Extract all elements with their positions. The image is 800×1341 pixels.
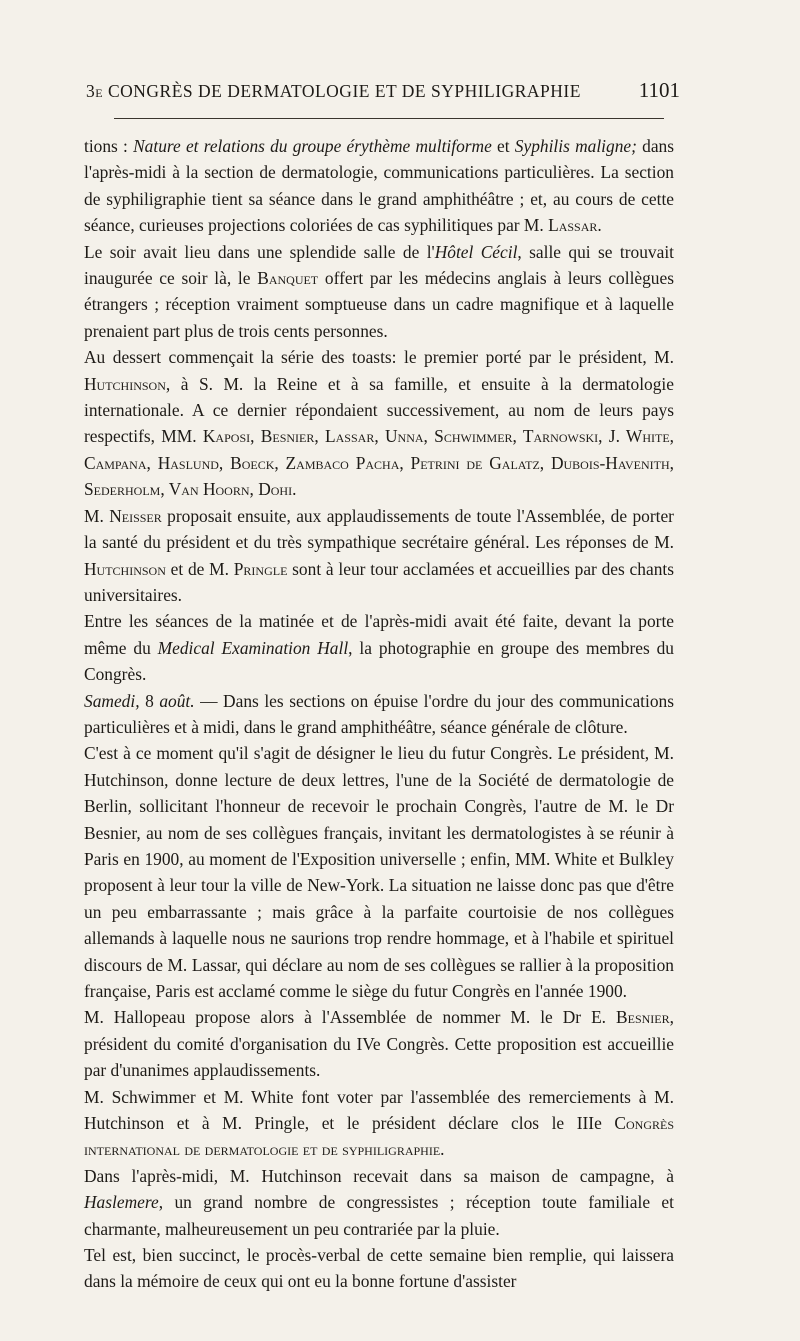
- paragraph-9: M. Schwimmer et M. White font voter par l'assemblée des remerciements à M. Hutchinson et à M. Pringle, et le président déclare clos le IIIe Congrès international de dermatologie et de syphiligraphie.: [84, 1086, 674, 1160]
- paragraph-4: M. Neisser proposait ensuite, aux applaudissements de toute l'Assemblée, de porter la santé du président et du très sympathique secrétaire général. Les réponses de M. Hutchinson et de M. Pringle sont à leur tour acclamées et accueillies par des chants universitaires.: [84, 505, 674, 605]
- paragraph-1: tions : Nature et relations du groupe érythème multiforme et Syphilis maligne; dans l'après-midi à la section de dermatologie, communications particulières. La section de syphiligraphie tient sa séance dans le grand amphithéâtre ; et, au cours de cette séance, curieuses projections coloriées de cas syphilitiques par M. Lassar.: [84, 136, 674, 236]
- paragraph-11: Tel est, bien succinct, le procès-verbal de cette semaine bien remplie, qui laissera dans la mémoire de ceux qui ont eu la bonne fortune d'assister: [84, 1245, 674, 1292]
- header-rule: [114, 118, 664, 119]
- paragraph-6: Samedi, 8 août. — Dans les sections on épuise l'ordre du jour des communications particulières et à midi, dans le grand amphithéâtre, séance générale de clôture.: [84, 690, 675, 737]
- paragraph-3: Au dessert commençait la série des toasts: le premier porté par le président, M. Hutchinson, à S. M. la Reine et à sa famille, et ensuite à la dermatologie internationale. A ce dernier répondaient successivement, au nom de leurs pays respectifs, MM. Kaposi, Besnier, Lassar, Unna, Schwimmer, Tarnowski, J. White, Campana, Haslund, Boeck, Zambaco Pacha, Petrini de Galatz, Dubois-Havenith, Sederholm, Van Hoorn, Dohi.: [84, 347, 674, 500]
- header-title: 3e CONGRÈS DE DERMATOLOGIE ET DE SYPHILIGRAPHIE: [86, 81, 581, 101]
- paragraph-5: Entre les séances de la matinée et de l'après-midi avait été faite, devant la porte même du Medical Examination Hall, la photographie en groupe des membres du Congrès.: [84, 611, 674, 685]
- paragraph-10: Dans l'après-midi, M. Hutchinson recevait dans sa maison de campagne, à Haslemere, un grand nombre de congressistes ; réception toute familiale et charmante, malheureusement un peu contrariée par la pluie.: [84, 1165, 674, 1239]
- page-number: 1101: [638, 78, 680, 102]
- paragraph-8: M. Hallopeau propose alors à l'Assemblée de nommer M. le Dr E. Besnier, président du comité d'organisation du IVe Congrès. Cette proposition est accueillie par d'unanimes applaudissements.: [84, 1007, 674, 1081]
- paragraph-7: C'est à ce moment qu'il s'agit de désigner le lieu du futur Congrès. Le président, M. Hutchinson, donne lecture de deux lettres, l'une de la Société de dermatologie de Berlin, sollicitant l'honneur de recevoir le prochain Congrès, l'autre de M. le Dr Besnier, au nom de ses collègues français, invitant les dermatologistes à se réunir à Paris en 1900, au moment de l'Exposition universelle ; enfin, MM. White et Bulkley proposent à leur tour la ville de New-York. La situation ne laisse donc pas que d'être un peu embarrassante ; mais grâce à la parfaite courtoisie de nos collègues allemands à laquelle nous ne saurions trop rendre hommage, et à l'habile et spirituel discours de M. Lassar, qui déclare au nom de ses collègues se rallier à la proposition française, Paris est acclamé comme le siège du futur Congrès en l'année 1900.: [84, 743, 674, 1001]
- running-header: [86, 78, 680, 103]
- body-text: [84, 133, 674, 1295]
- paragraph-2: Le soir avait lieu dans une splendide salle de l'Hôtel Cécil, salle qui se trouvait inaugurée ce soir là, le Banquet offert par les médecins anglais à leurs collègues étrangers ; réception vraiment somptueuse dans un cadre magnifique et à laquelle prenaient part plus de trois cents personnes.: [84, 241, 674, 341]
